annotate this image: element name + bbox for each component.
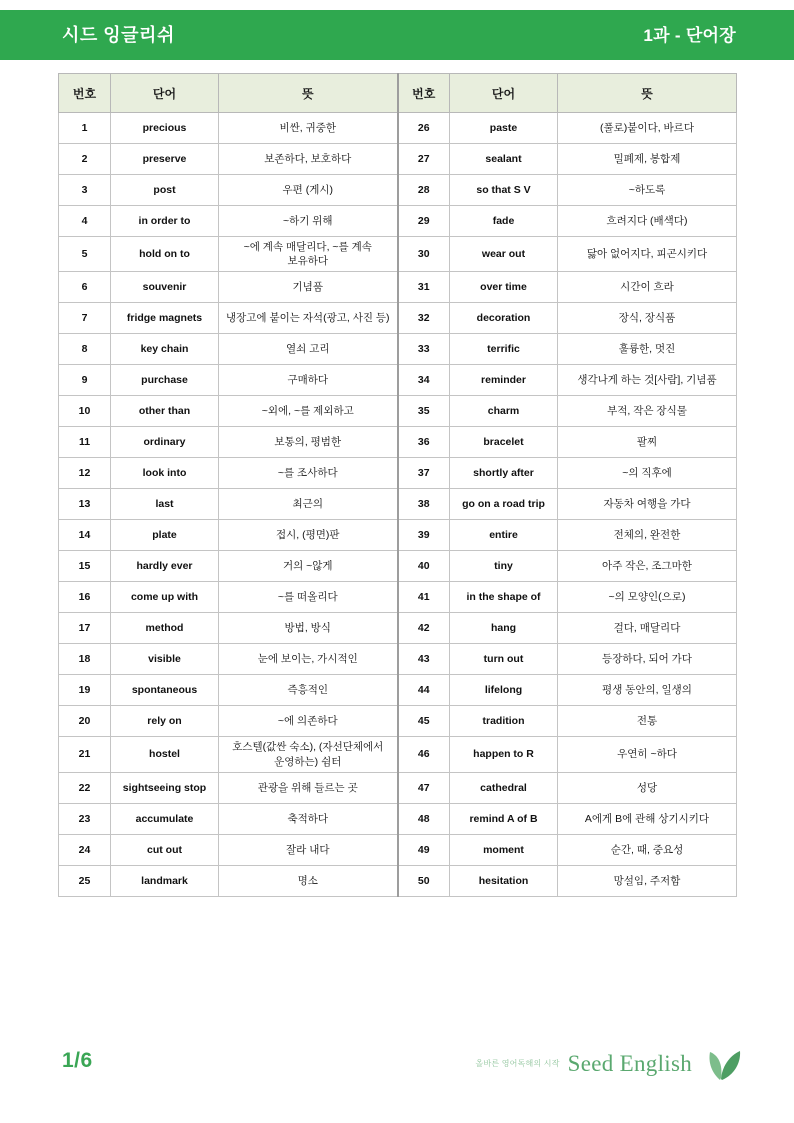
table-row xyxy=(59,772,737,803)
row-word-right: hesitation xyxy=(450,865,558,896)
row-meaning-right: 밀폐제, 봉합제 xyxy=(558,144,737,175)
table-row xyxy=(59,303,737,334)
table-row xyxy=(59,644,737,675)
table-row xyxy=(59,272,737,303)
page-number: 1/6 xyxy=(62,1049,93,1072)
row-number-right: 37 xyxy=(398,458,450,489)
row-word-left: look into xyxy=(111,458,219,489)
row-word-left: visible xyxy=(111,644,219,675)
row-meaning-right: 장식, 장식품 xyxy=(558,303,737,334)
table-row xyxy=(59,175,737,206)
row-meaning-left: 기념품 xyxy=(219,272,398,303)
row-meaning-right: 전통 xyxy=(558,706,737,737)
row-number-right: 36 xyxy=(398,427,450,458)
table-row xyxy=(59,551,737,582)
row-word-left: ordinary xyxy=(111,427,219,458)
row-number-left: 16 xyxy=(59,582,111,613)
row-number-left: 6 xyxy=(59,272,111,303)
row-word-right: turn out xyxy=(450,644,558,675)
table-row xyxy=(59,458,737,489)
row-meaning-left: 거의 ~않게 xyxy=(219,551,398,582)
table-row xyxy=(59,706,737,737)
column-header-word-right: 단어 xyxy=(450,74,558,113)
row-meaning-right: 훌륭한, 멋진 xyxy=(558,334,737,365)
row-word-right: over time xyxy=(450,272,558,303)
row-meaning-left: 보통의, 평범한 xyxy=(219,427,398,458)
table-row xyxy=(59,834,737,865)
row-word-right: terrific xyxy=(450,334,558,365)
row-word-left: come up with xyxy=(111,582,219,613)
row-word-right: reminder xyxy=(450,365,558,396)
row-word-left: hardly ever xyxy=(111,551,219,582)
row-word-left: other than xyxy=(111,396,219,427)
row-meaning-right: 흐려지다 (배색다) xyxy=(558,206,737,237)
row-meaning-right: (풀로)붙이다, 바르다 xyxy=(558,113,737,144)
row-word-right: remind A of B xyxy=(450,803,558,834)
row-word-left: landmark xyxy=(111,865,219,896)
row-meaning-right: 순간, 때, 중요성 xyxy=(558,834,737,865)
row-word-right: hang xyxy=(450,613,558,644)
row-meaning-left: 관광을 위해 들르는 곳 xyxy=(219,772,398,803)
row-word-right: moment xyxy=(450,834,558,865)
brand-name: Seed English xyxy=(567,1051,692,1076)
row-meaning-right: 전체의, 완전한 xyxy=(558,520,737,551)
column-header-meaning-left: 뜻 xyxy=(219,74,398,113)
row-meaning-left: ~외에, ~를 제외하고 xyxy=(219,396,398,427)
row-number-right: 38 xyxy=(398,489,450,520)
row-number-left: 19 xyxy=(59,675,111,706)
row-meaning-left: 냉장고에 붙이는 자석(광고, 사진 등) xyxy=(219,303,398,334)
row-number-left: 4 xyxy=(59,206,111,237)
row-meaning-left: 비싼, 귀중한 xyxy=(219,113,398,144)
brand-logo xyxy=(476,1047,742,1081)
page-header-bar xyxy=(0,10,794,60)
row-number-left: 1 xyxy=(59,113,111,144)
table-row xyxy=(59,113,737,144)
row-number-right: 43 xyxy=(398,644,450,675)
row-number-right: 50 xyxy=(398,865,450,896)
row-word-left: plate xyxy=(111,520,219,551)
row-number-left: 9 xyxy=(59,365,111,396)
table-row xyxy=(59,613,737,644)
row-word-right: happen to R xyxy=(450,737,558,772)
row-number-left: 11 xyxy=(59,427,111,458)
row-meaning-left: 보존하다, 보호하다 xyxy=(219,144,398,175)
page-footer xyxy=(0,1035,794,1095)
row-meaning-left: 즉흥적인 xyxy=(219,675,398,706)
table-row xyxy=(59,334,737,365)
table-row xyxy=(59,489,737,520)
row-number-left: 7 xyxy=(59,303,111,334)
row-number-right: 39 xyxy=(398,520,450,551)
row-word-left: key chain xyxy=(111,334,219,365)
row-meaning-left: 잘라 내다 xyxy=(219,834,398,865)
row-word-left: precious xyxy=(111,113,219,144)
row-meaning-left: 명소 xyxy=(219,865,398,896)
row-number-left: 21 xyxy=(59,737,111,772)
row-meaning-left: ~에 의존하다 xyxy=(219,706,398,737)
row-number-left: 3 xyxy=(59,175,111,206)
row-number-right: 35 xyxy=(398,396,450,427)
table-row xyxy=(59,365,737,396)
row-word-right: so that S V xyxy=(450,175,558,206)
row-number-right: 33 xyxy=(398,334,450,365)
row-number-right: 47 xyxy=(398,772,450,803)
lesson-title: 1과 - 단어장 xyxy=(643,25,736,45)
column-header-meaning-right: 뜻 xyxy=(558,74,737,113)
table-row xyxy=(59,427,737,458)
column-header-word-left: 단어 xyxy=(111,74,219,113)
row-word-right: lifelong xyxy=(450,675,558,706)
row-word-right: bracelet xyxy=(450,427,558,458)
row-number-left: 23 xyxy=(59,803,111,834)
row-meaning-left: 접시, (평면)판 xyxy=(219,520,398,551)
row-word-right: charm xyxy=(450,396,558,427)
row-meaning-left: ~를 조사하다 xyxy=(219,458,398,489)
row-number-left: 18 xyxy=(59,644,111,675)
row-meaning-right: 아주 작은, 조그마한 xyxy=(558,551,737,582)
row-word-right: decoration xyxy=(450,303,558,334)
row-word-left: method xyxy=(111,613,219,644)
table-row xyxy=(59,582,737,613)
row-number-left: 17 xyxy=(59,613,111,644)
row-number-left: 22 xyxy=(59,772,111,803)
row-meaning-right: 팔찌 xyxy=(558,427,737,458)
vocabulary-table xyxy=(58,73,737,897)
row-number-right: 32 xyxy=(398,303,450,334)
table-row xyxy=(59,144,737,175)
row-meaning-left: 구매하다 xyxy=(219,365,398,396)
table-row xyxy=(59,206,737,237)
row-word-left: hold on to xyxy=(111,237,219,272)
row-meaning-right: 평생 동안의, 일생의 xyxy=(558,675,737,706)
vocabulary-table-container xyxy=(58,73,736,897)
row-word-right: fade xyxy=(450,206,558,237)
row-meaning-left: 최근의 xyxy=(219,489,398,520)
row-word-right: go on a road trip xyxy=(450,489,558,520)
row-word-left: souvenir xyxy=(111,272,219,303)
row-word-right: wear out xyxy=(450,237,558,272)
table-row xyxy=(59,803,737,834)
row-meaning-right: A에게 B에 관해 상기시키다 xyxy=(558,803,737,834)
row-word-left: accumulate xyxy=(111,803,219,834)
row-meaning-right: ~의 모양인(으로) xyxy=(558,582,737,613)
row-number-right: 41 xyxy=(398,582,450,613)
row-number-right: 40 xyxy=(398,551,450,582)
row-meaning-left: 열쇠 고리 xyxy=(219,334,398,365)
row-number-right: 27 xyxy=(398,144,450,175)
row-word-left: post xyxy=(111,175,219,206)
table-row xyxy=(59,237,737,272)
row-number-right: 44 xyxy=(398,675,450,706)
row-word-left: last xyxy=(111,489,219,520)
row-word-right: paste xyxy=(450,113,558,144)
column-header-number-left: 번호 xyxy=(59,74,111,113)
row-number-right: 46 xyxy=(398,737,450,772)
row-number-left: 8 xyxy=(59,334,111,365)
row-word-right: sealant xyxy=(450,144,558,175)
row-number-right: 30 xyxy=(398,237,450,272)
vocabulary-table-body xyxy=(59,113,737,897)
row-number-left: 15 xyxy=(59,551,111,582)
row-meaning-right: 등장하다, 되어 가다 xyxy=(558,644,737,675)
row-meaning-right: 자동차 여행을 가다 xyxy=(558,489,737,520)
row-meaning-left: ~에 계속 매달리다, ~를 계속 보유하다 xyxy=(219,237,398,272)
row-meaning-left: ~하기 위해 xyxy=(219,206,398,237)
row-word-left: purchase xyxy=(111,365,219,396)
column-header-number-right: 번호 xyxy=(398,74,450,113)
row-word-left: hostel xyxy=(111,737,219,772)
row-word-left: fridge magnets xyxy=(111,303,219,334)
row-word-left: rely on xyxy=(111,706,219,737)
row-word-left: in order to xyxy=(111,206,219,237)
brand-title: 시드 잉글리쉬 xyxy=(62,25,175,45)
row-meaning-right: 닳아 없어지다, 피곤시키다 xyxy=(558,237,737,272)
row-word-left: sightseeing stop xyxy=(111,772,219,803)
row-number-right: 28 xyxy=(398,175,450,206)
row-word-left: cut out xyxy=(111,834,219,865)
row-meaning-left: 방법, 방식 xyxy=(219,613,398,644)
row-word-right: cathedral xyxy=(450,772,558,803)
row-meaning-right: ~의 직후에 xyxy=(558,458,737,489)
row-number-left: 14 xyxy=(59,520,111,551)
row-number-right: 31 xyxy=(398,272,450,303)
leaf-icon xyxy=(700,1047,742,1081)
row-word-left: preserve xyxy=(111,144,219,175)
row-meaning-left: 호스텔(값싼 숙소), (자선단체에서 운영하는) 쉼터 xyxy=(219,737,398,772)
row-number-left: 12 xyxy=(59,458,111,489)
row-meaning-left: 우편 (게시) xyxy=(219,175,398,206)
row-meaning-right: 망설임, 주저함 xyxy=(558,865,737,896)
row-word-left: spontaneous xyxy=(111,675,219,706)
row-meaning-right: 부적, 작은 장식물 xyxy=(558,396,737,427)
table-row xyxy=(59,865,737,896)
row-number-right: 34 xyxy=(398,365,450,396)
brand-tagline: 올바른 영어독해의 시작 xyxy=(475,1058,560,1068)
table-row xyxy=(59,675,737,706)
row-number-left: 24 xyxy=(59,834,111,865)
row-meaning-left: 눈에 보이는, 가시적인 xyxy=(219,644,398,675)
row-meaning-left: ~를 떠올리다 xyxy=(219,582,398,613)
row-meaning-right: 생각나게 하는 것[사람], 기념품 xyxy=(558,365,737,396)
table-header-row xyxy=(59,74,737,113)
table-row xyxy=(59,520,737,551)
row-word-right: tradition xyxy=(450,706,558,737)
row-number-right: 42 xyxy=(398,613,450,644)
table-row xyxy=(59,737,737,772)
row-number-right: 48 xyxy=(398,803,450,834)
row-word-right: shortly after xyxy=(450,458,558,489)
row-meaning-right: 성당 xyxy=(558,772,737,803)
row-number-left: 25 xyxy=(59,865,111,896)
row-number-right: 45 xyxy=(398,706,450,737)
row-number-left: 2 xyxy=(59,144,111,175)
table-row xyxy=(59,396,737,427)
row-meaning-right: 시간이 흐라 xyxy=(558,272,737,303)
row-number-left: 13 xyxy=(59,489,111,520)
row-meaning-left: 축적하다 xyxy=(219,803,398,834)
row-meaning-right: 우연히 ~하다 xyxy=(558,737,737,772)
row-number-right: 26 xyxy=(398,113,450,144)
row-meaning-right: ~하도록 xyxy=(558,175,737,206)
row-word-right: in the shape of xyxy=(450,582,558,613)
row-word-right: entire xyxy=(450,520,558,551)
row-number-right: 49 xyxy=(398,834,450,865)
row-number-left: 5 xyxy=(59,237,111,272)
row-meaning-right: 걸다, 매달리다 xyxy=(558,613,737,644)
row-word-right: tiny xyxy=(450,551,558,582)
row-number-right: 29 xyxy=(398,206,450,237)
row-number-left: 20 xyxy=(59,706,111,737)
row-number-left: 10 xyxy=(59,396,111,427)
